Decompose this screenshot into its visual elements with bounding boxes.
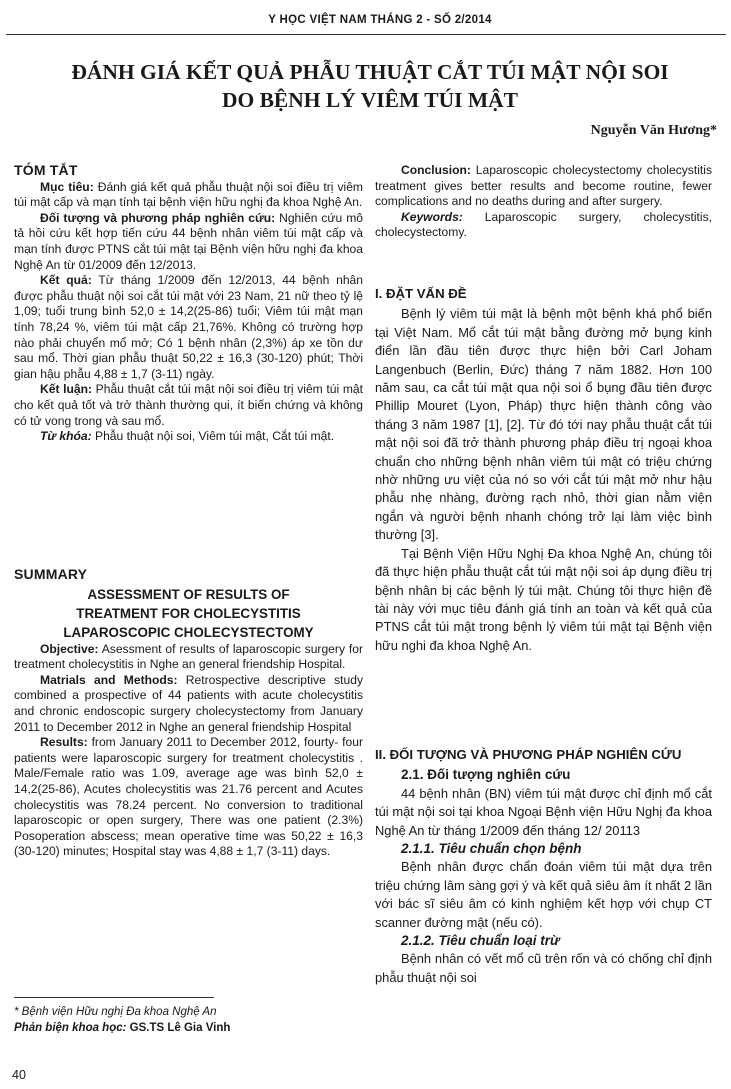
- title-line-1: ĐÁNH GIÁ KẾT QUẢ PHẪU THUẬT CẮT TÚI MẬT NỘI SOI: [71, 60, 669, 84]
- reviewer-label: Phản biện khoa học:: [14, 1022, 127, 1034]
- conclusion-text: Laparoscopic cholecystectomy cholecystitis treatment gives better results and become routine, fewer complications and no deaths during and after surgery.: [375, 163, 712, 209]
- doi-tuong-label: Đối tượng và phương pháp nghiên cứu:: [40, 210, 276, 225]
- keywords-text: Laparoscopic surgery, cholecystitis, cholecystectomy.: [375, 209, 712, 240]
- footnote: [14, 1004, 354, 1036]
- abstract-vietnamese: [14, 163, 363, 445]
- objective-paragraph: [14, 642, 363, 673]
- header-rule: [6, 34, 726, 35]
- abstract-english: [14, 567, 363, 860]
- subsection-2-1-heading: 2.1. Đối tượng nghiên cứu: [401, 767, 571, 783]
- reviewer-name: GS.TS Lê Gia Vinh: [126, 1022, 231, 1034]
- results-paragraph: [14, 735, 363, 860]
- conclusion-label: Conclusion:: [401, 163, 471, 177]
- muc-tieu-paragraph: [14, 180, 363, 211]
- summary-title: [14, 585, 363, 642]
- subsection-2-1-1-heading: 2.1.1. Tiêu chuẩn chọn bệnh: [401, 841, 582, 857]
- methods-paragraph: [14, 673, 363, 735]
- results-text: from January 2011 to December 2012, fourty- four patients were laparoscopic surgery for treatment cholecystitis . Male/Female ratio was 1.09, average age was bình 52,0 ± 14,2(25-86), Acutes cholecystitis was 21.76 percent and Acutes cholecystitis was 78.24 percent. No conversion to traditional laparoscopic or open surgery, There was one patient (2.3%) Posoperation abscess; mean operative time was 50,22 ± 16,3 (30-120) minutes; Hospital stay was 4,88 ± 1,7 (3-11) days.: [14, 735, 363, 859]
- methods-paragraph-1: 44 bệnh nhân (BN) viêm túi mật được chỉ định mổ cắt túi mật nội soi tại khoa Ngoại Bệnh viện Hữu Nghị đa khoa Nghệ An từ tháng 1/2009 đến tháng 12/ 20113: [375, 785, 712, 838]
- ket-qua-text: Từ tháng 1/2009 đến 12/2013, 44 bệnh nhân được phẫu thuật nội soi cắt túi mật với 23 Nam, 21 nữ theo tỷ lệ 1,09; tuổi trung bình 52,0 ± 14,2(25-86) tuổi; Viêm túi mật mạn tính 78,24 %, viêm túi mật cấp 21,76%. Không có trường hợp nào phải chuyển mổ mở; Có 1 bệnh nhân (2,3%) áp xe tồn dư sau mổ. Thời gian phẫu thuật 50,22 ± 16,3 (30-120) phút; Thời gian hậu phẫu 4,88 ± 1,7 (3-11) ngày.: [14, 273, 364, 381]
- footnote-affiliation: * Bệnh viện Hữu nghị Đa khoa Nghệ An: [14, 1006, 217, 1018]
- tom-tat-heading: TÓM TẮT: [14, 162, 78, 178]
- section-1-heading: I. ĐẶT VẤN ĐỀ: [375, 286, 467, 301]
- footnote-reviewer: [14, 1020, 354, 1036]
- article-title: [40, 58, 700, 114]
- methods-label: Matrials and Methods:: [40, 672, 178, 687]
- summary-heading: SUMMARY: [14, 566, 88, 582]
- ket-luan-text: Phẫu thuật cắt túi mật nội soi điều trị viêm túi mật cho kết quả tốt và trở thành thường qui, ít biến chứng và không có tử vong trong và sau mổ.: [14, 382, 363, 428]
- tu-khoa-text: Phẫu thuật nội soi, Viêm túi mật, Cắt túi mật.: [91, 429, 335, 444]
- objective-label: Objective:: [40, 641, 99, 656]
- summary-continued: [375, 163, 712, 241]
- summary-title-line-2: TREATMENT FOR CHOLECYSTITIS: [76, 605, 301, 621]
- muc-tieu-text: Đánh giá kết quả phẫu thuật nội soi điều trị viêm túi mật cấp và mạn tính tại bệnh viện hữu nghị đa khoa Nghệ An.: [14, 179, 363, 210]
- methods-paragraph-3: Bệnh nhân có vết mổ cũ trên rốn và có chống chỉ định phẫu thuật nội soi: [375, 951, 712, 985]
- journal-header: Y HỌC VIỆT NAM THÁNG 2 - SỐ 2/2014: [268, 14, 492, 26]
- keywords-paragraph: [375, 210, 712, 241]
- ket-luan-paragraph: [14, 382, 363, 429]
- results-label: Results:: [40, 735, 88, 750]
- ket-qua-paragraph: [14, 273, 363, 382]
- doi-tuong-text: Nghiên cứu mô tả hồi cứu kết hợp tiến cứu 44 bệnh nhân viêm túi mật cấp và mạn tính được PTNS cắt túi mật tại Bệnh viện hữu nghị đa khoa Nghệ An từ 01/2009 đến 12/2013.: [14, 210, 363, 272]
- section-methods: [375, 746, 712, 987]
- summary-title-line-3: LAPAROSCOPIC CHOLECYSTECTOMY: [63, 624, 314, 640]
- conclusion-paragraph: [375, 163, 712, 210]
- keywords-label: Keywords:: [401, 209, 463, 224]
- subsection-2-1-2-heading: 2.1.2. Tiêu chuẩn loại trừ: [401, 933, 560, 949]
- ket-qua-label: Kết quả:: [40, 273, 92, 288]
- ket-luan-label: Kết luận:: [40, 382, 93, 397]
- author-name: Nguyễn Văn Hương*: [590, 123, 717, 138]
- doi-tuong-paragraph: [14, 211, 363, 273]
- title-line-2: DO BỆNH LÝ VIÊM TÚI MẬT: [221, 88, 519, 112]
- section-2-heading: II. ĐỐI TƯỢNG VÀ PHƯƠNG PHÁP NGHIÊN CỨU: [375, 747, 682, 762]
- footnote-rule: [14, 997, 214, 998]
- page-number: 40: [12, 1068, 26, 1082]
- methods-paragraph-2: Bệnh nhân được chẩn đoán viêm túi mật dựa trên triệu chứng lâm sàng gợi ý và kết quả siêu âm ít nhất 2 lần với bác sĩ siêu âm có kinh nghiệm kết hợp với chụp CT scanner đường mật (nếu có).: [375, 859, 712, 930]
- methods-text: Retrospective descriptive study combined a prospective of 44 patients with acute cholecystitis and chronic endoscopic surgery cholecystectomy from January 2011 to December 2012 in Nghe an general friendship Hospital: [14, 672, 364, 734]
- objective-text: Asessment of results of laparoscopic surgery for treatment cholecystitis in Nghe an general friendship Hospital.: [14, 641, 363, 672]
- intro-paragraph-2: Tại Bệnh Viện Hữu Nghị Đa khoa Nghệ An, chúng tôi đã thực hiện phẫu thuật cắt túi mật nội soi áp dụng điều trị bệnh nhân bị các bệnh lý túi mật. Chúng tôi thực hiện đề tài này với mục tiêu đánh giá tính an toàn và kết quả của PTNS cắt túi mật trong bệnh lý viêm túi mật tại Bệnh viện hữu nghi đa khoa Nghệ An.: [375, 545, 712, 653]
- section-introduction: [375, 285, 712, 655]
- summary-title-line-1: ASSESSMENT OF RESULTS OF: [87, 586, 290, 602]
- muc-tieu-label: Mục tiêu:: [40, 179, 94, 194]
- intro-paragraph-1: Bệnh lý viêm túi mật là bệnh một bệnh khá phổ biến tại Việt Nam. Mổ cắt túi mật bằng đường mở bụng kinh điển lần đầu tiên được thực hiện bởi Carl Joham Langenbuch (Berlin, Đức) tháng 7 năm 1882. Hơn 100 năm sau, ca cắt túi mật qua nội soi ổ bụng đầu tiên được Phillip Mouret (Lyon, Pháp) thực hiện thành công vào tháng 3 năm 1987 [1], [2]. Từ đó tới nay phẫu thuật cắt túi mật nội soi đã trở thành phương pháp điều trị ngoại khoa chuẩn cho những bệnh nhân viêm túi mật có triệu chứng nhờ những ưu việt của nó so với cắt túi mật mở như hậu phẫu nhẹ nhàng, đường rạch nhỏ, thời gian nằm viện ngắn và người bệnh nhanh chóng trở lại làm việc bình thường [3].: [375, 306, 712, 543]
- tu-khoa-label: Từ khóa:: [40, 429, 92, 444]
- tu-khoa-paragraph: [14, 429, 363, 445]
